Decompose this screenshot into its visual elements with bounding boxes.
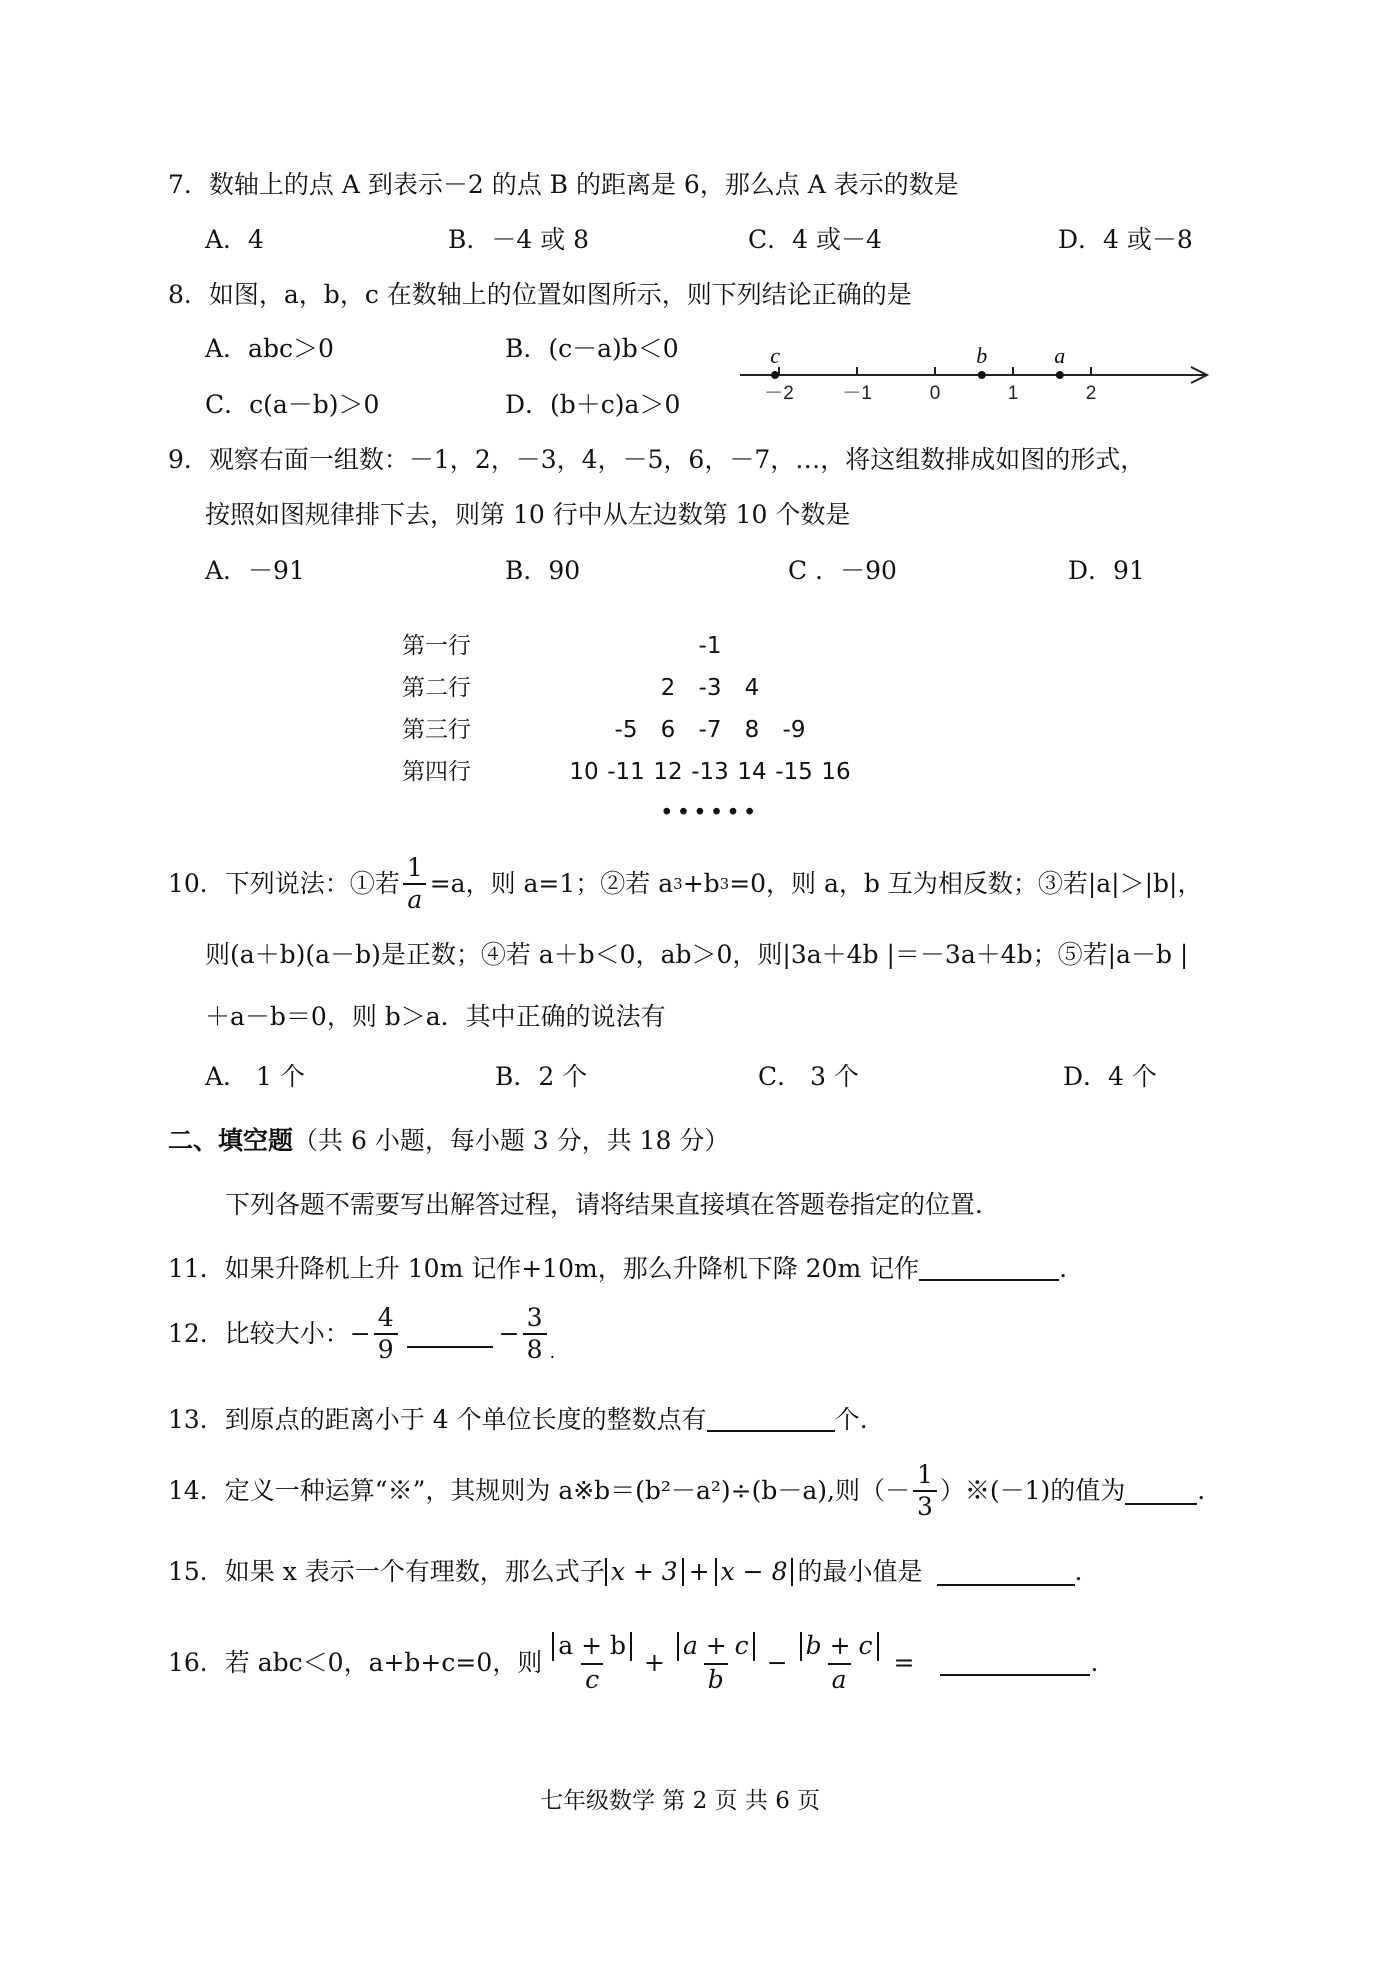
q14 xyxy=(168,1462,1205,1521)
q8-stem: 8．如图，a，b，c 在数轴上的位置如图所示，则下列结论正确的是 xyxy=(168,280,912,309)
triangle-number: -15 xyxy=(775,759,813,785)
q16-equals: = xyxy=(893,1647,915,1677)
q10-line1 xyxy=(168,855,1202,914)
q10-option-b: B．2 个 xyxy=(495,1062,588,1091)
q14-answer-blank xyxy=(1125,1478,1197,1505)
point-label-b: b xyxy=(976,343,988,368)
section2-note: （共 6 小题，每小题 3 分，共 18 分） xyxy=(293,1126,730,1155)
tick-label: －2 xyxy=(764,383,794,404)
q16-op1: + xyxy=(643,1647,665,1677)
q10-line1-part-b: =a，则 a=1；②若 a xyxy=(429,869,674,899)
q16-fraction-1 xyxy=(548,1632,636,1693)
row-label-4: 第四行 xyxy=(402,759,471,785)
q15-tail: 的最小值是 xyxy=(797,1557,923,1586)
q13-text: 13．到原点的距离小于 4 个单位长度的整数点有 xyxy=(168,1405,707,1434)
q16 xyxy=(168,1632,1098,1693)
q8-option-c: C．c(a－b)＞0 xyxy=(205,390,380,419)
q9-option-b: B．90 xyxy=(505,556,581,585)
q13-answer-blank xyxy=(707,1405,835,1432)
tick-label: －1 xyxy=(842,383,872,404)
section2-title: 二、填空题 xyxy=(168,1126,294,1155)
triangle-number: 16 xyxy=(821,759,851,785)
q11-end: . xyxy=(1059,1254,1068,1283)
q12-text: 12．比较大小： xyxy=(168,1319,350,1349)
q8-option-b: B．(c－a)b＜0 xyxy=(505,334,679,363)
point-b xyxy=(978,371,986,379)
q16-f2-num: a + c xyxy=(677,1632,755,1661)
triangle-number: 12 xyxy=(653,759,683,785)
q14-frac-num: 1 xyxy=(916,1460,933,1489)
q12-f2-den: 8 xyxy=(523,1333,547,1363)
page-footer: 七年级数学 第 2 页 共 6 页 xyxy=(540,1788,821,1814)
q16-f3-den: a xyxy=(828,1663,851,1693)
q11-answer-blank xyxy=(919,1254,1059,1281)
q10-line1-part-c: +b xyxy=(682,869,720,899)
q14-frac-den: 3 xyxy=(913,1490,937,1520)
q10-line2: 则(a＋b)(a－b)是正数；④若 a＋b＜0，ab＞0，则|3a＋4b |＝－3a＋4b；⑤若|a－b | xyxy=(205,940,1189,969)
row-label-1: 第一行 xyxy=(402,633,471,659)
section2-instruction: 下列各题不需要写出解答过程，请将结果直接填在答题卷指定的位置． xyxy=(225,1190,1001,1219)
q16-fraction-2 xyxy=(673,1632,759,1693)
q10-sup1: 3 xyxy=(673,875,683,894)
q16-answer-blank xyxy=(940,1649,1090,1676)
q15-plus: + xyxy=(688,1557,710,1586)
triangle-number: 10 xyxy=(569,759,599,785)
q16-f1-num: a + b xyxy=(552,1632,632,1661)
q16-text: 16．若 abc＜0，a+b+c=0，则 xyxy=(168,1647,543,1677)
q10-option-a: A． 1 个 xyxy=(205,1062,305,1091)
q16-f1-den: c xyxy=(581,1663,603,1693)
point-a xyxy=(1056,371,1064,379)
point-c xyxy=(771,371,779,379)
q8-option-a: A．abc＞0 xyxy=(205,334,334,363)
q7-option-b: B．－4 或 8 xyxy=(448,225,590,254)
q16-end: . xyxy=(1090,1647,1099,1677)
number-line-figure xyxy=(735,340,1215,410)
q12-fraction-1 xyxy=(374,1305,398,1364)
q9-line2: 按照如图规律排下去，则第 10 行中从左边数第 10 个数是 xyxy=(205,500,851,529)
q14-fraction xyxy=(913,1462,937,1521)
q10-option-d: D．4 个 xyxy=(1063,1062,1157,1091)
q12-f2-num: 3 xyxy=(526,1303,543,1332)
q16-f3-num: b + c xyxy=(800,1632,879,1661)
q14-text: 14．定义一种运算“※”，其规则为 a※b＝(b²－a²)÷(b－a),则（－ xyxy=(168,1476,910,1506)
q12-fraction-2 xyxy=(523,1305,547,1364)
point-label-c: c xyxy=(770,343,780,368)
q14-end: . xyxy=(1197,1476,1206,1506)
section2-heading xyxy=(168,1126,729,1156)
q12-f1-den: 9 xyxy=(374,1333,398,1363)
q12-minus-1: − xyxy=(349,1319,371,1349)
q10-line3: ＋a－b＝0，则 b＞a．其中正确的说法有 xyxy=(205,1002,666,1031)
point-label-a: a xyxy=(1054,343,1066,368)
triangle-number: 2 xyxy=(660,675,676,701)
tick-label: 1 xyxy=(1007,383,1019,404)
triangle-number: 14 xyxy=(737,759,767,785)
q11 xyxy=(168,1254,1067,1284)
q11-text: 11．如果升降机上升 10m 记作+10m，那么升降机下降 20m 记作 xyxy=(168,1254,920,1283)
q16-op2: − xyxy=(766,1647,788,1677)
q15-text: 15．如果 x 表示一个有理数，那么式子 xyxy=(168,1557,605,1586)
triangle-number: -5 xyxy=(614,717,638,743)
row-label-2: 第二行 xyxy=(402,675,471,701)
q9-line1: 9．观察右面一组数：－1，2，－3，4，－5，6，－7，…，将这组数排成如图的形式， xyxy=(168,445,1146,474)
q9-option-d: D．91 xyxy=(1068,556,1145,585)
triangle-number: -13 xyxy=(691,759,729,785)
triangle-number: -1 xyxy=(698,633,722,659)
q9-option-a: A．－91 xyxy=(205,556,305,585)
triangle-number: -11 xyxy=(607,759,645,785)
q10-sup2: 3 xyxy=(719,875,730,894)
triangle-number: 4 xyxy=(744,675,760,701)
tick-label: 2 xyxy=(1085,383,1097,404)
triangle-number: -7 xyxy=(698,717,722,743)
q7-option-c: C．4 或－4 xyxy=(748,225,882,254)
q10-line1-part-d: =0，则 a，b 互为相反数；③若|a|＞|b|， xyxy=(729,869,1203,899)
q16-f2-den: b xyxy=(704,1663,728,1693)
triangle-number: -3 xyxy=(698,675,722,701)
q15-answer-blank xyxy=(937,1559,1075,1586)
q12 xyxy=(168,1305,555,1364)
q15-abs-1: x + 3 xyxy=(605,1558,684,1587)
triangle-number: 8 xyxy=(744,717,760,743)
q12-minus-2: − xyxy=(498,1319,520,1349)
q10-frac-den: a xyxy=(403,883,426,913)
q14-tail: ）※(－1)的值为 xyxy=(939,1476,1126,1506)
q12-answer-blank xyxy=(407,1321,493,1348)
q15 xyxy=(168,1557,1082,1587)
q10-option-c: C． 3 个 xyxy=(758,1062,859,1091)
q10-line1-part-a: 10．下列说法：①若 xyxy=(168,869,400,899)
q10-frac-num: 1 xyxy=(406,853,423,882)
q7-stem: 7．数轴上的点 A 到表示－2 的点 B 的距离是 6，那么点 A 表示的数是 xyxy=(168,170,959,199)
q7-option-d: D．4 或－8 xyxy=(1058,225,1193,254)
q13 xyxy=(168,1405,868,1435)
q16-fraction-3 xyxy=(796,1632,883,1693)
q12-f1-num: 4 xyxy=(377,1303,394,1332)
q15-end: . xyxy=(1074,1557,1083,1586)
q12-end: . xyxy=(549,1341,556,1363)
triangle-continuation-dots: •••••• xyxy=(660,800,760,826)
q13-end: 个. xyxy=(834,1405,868,1434)
triangle-number: 6 xyxy=(660,717,676,743)
q15-abs-2: x − 8 xyxy=(715,1558,794,1587)
q9-option-c: C ．－90 xyxy=(788,556,897,585)
tick-label: 0 xyxy=(929,383,941,404)
q8-option-d: D．(b＋c)a＞0 xyxy=(505,390,681,419)
row-label-3: 第三行 xyxy=(402,717,471,743)
q10-fraction xyxy=(403,855,427,914)
q7-option-a: A．4 xyxy=(205,225,264,254)
triangle-number: -9 xyxy=(782,717,806,743)
